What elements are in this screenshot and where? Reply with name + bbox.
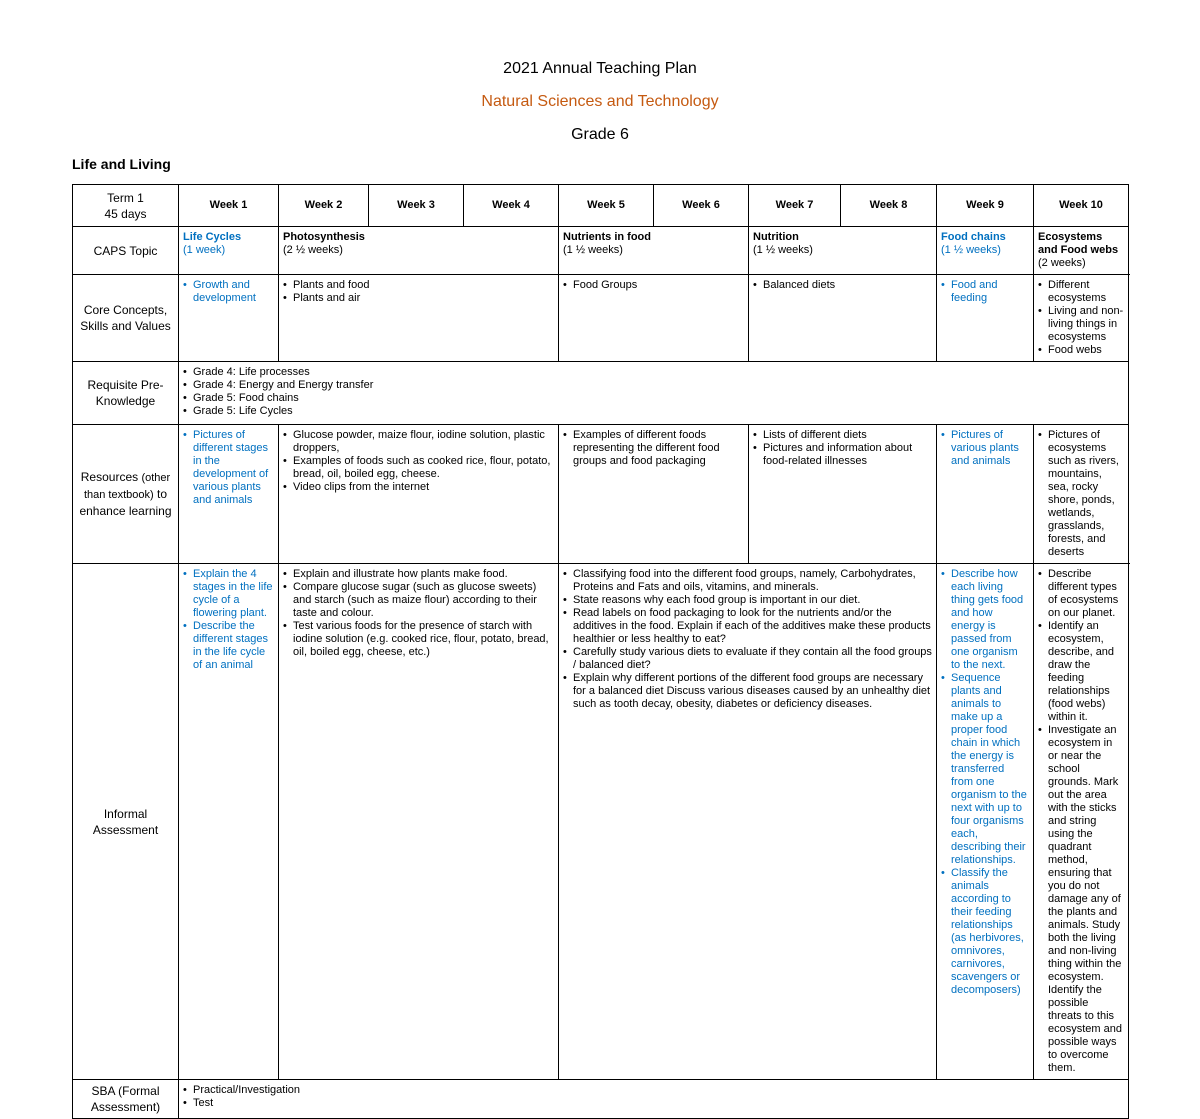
informal-cell — [179, 564, 279, 1080]
list-item: • Describe the different stages in the life cycle of an animal — [183, 620, 274, 672]
row-label-caps: CAPS Topic — [73, 227, 179, 275]
informal-cell — [559, 564, 937, 1080]
week-header: Week 4 — [464, 185, 559, 227]
list-item: • Lists of different diets — [753, 429, 932, 442]
list-item: • Pictures of various plants and animals — [941, 429, 1029, 468]
resources-cell — [279, 425, 559, 564]
resources-row — [73, 425, 1129, 564]
core-cell — [179, 275, 279, 362]
list-item: • Grade 5: Life Cycles — [183, 405, 1124, 418]
term-cell — [73, 185, 179, 227]
core-cell — [279, 275, 559, 362]
caps-duration: (1 ½ weeks) — [753, 244, 813, 256]
list-item: • Explain why different portions of the different food groups are necessary for a balanced diet Discuss various diseases caused by an unhealthy diet such as tooth decay, obesity, diabetes or deficiency diseases. — [563, 672, 932, 711]
list-item: • Investigate an ecosystem in or near the school grounds. Mark out the area with the sticks and string using the quadrant method, ensuring that you do not damage any of the plants and animals. Study both the living and non-living thing within the ecosystem. Identify the possible threats to this ecosystem and possible ways to overcome them. — [1038, 724, 1124, 1075]
week-header: Week 6 — [654, 185, 749, 227]
list-item: • Compare glucose sugar (such as glucose sweets) and starch (such as maize flour) according to their taste and colour. — [283, 581, 554, 620]
list-item: • Read labels on food packaging to look for the nutrients and/or the additives in the food. Explain if each of the additives make these products healthier or less healthy to eat? — [563, 607, 932, 646]
resources-label-end: to enhance learning — [79, 487, 172, 518]
week-header: Week 10 — [1034, 185, 1129, 227]
subject-title: Natural Sciences and Technology — [481, 93, 719, 110]
resources-cell — [559, 425, 749, 564]
caps-duration: (1 week) — [183, 244, 226, 256]
list-item: • Grade 4: Energy and Energy transfer — [183, 379, 1124, 392]
week-header: Week 5 — [559, 185, 654, 227]
list-item: • Describe different types of ecosystems on our planet. — [1038, 568, 1124, 620]
list-item: • Food and feeding — [941, 279, 1029, 305]
caps-topic: Nutrients in food — [563, 231, 651, 243]
requisite-row — [73, 362, 1129, 425]
caps-duration: (2 weeks) — [1038, 257, 1086, 269]
list-item: • Food Groups — [563, 279, 744, 292]
sba-row — [73, 1080, 1129, 1119]
resources-cell — [1034, 425, 1129, 564]
list-item: • Examples of foods such as cooked rice, flour, potato, bread, oil, boiled egg, cheese. — [283, 455, 554, 481]
week-header: Week 9 — [937, 185, 1034, 227]
caps-topic-cell — [1034, 227, 1129, 275]
list-item: • Pictures of different stages in the development of various plants and animals — [183, 429, 274, 507]
list-item: • Living and non-living things in ecosystems — [1038, 305, 1124, 344]
row-label-sba: SBA (Formal Assessment) — [73, 1080, 179, 1119]
list-item: • Plants and air — [283, 292, 554, 305]
caps-topic: Photosynthesis — [283, 231, 365, 243]
week-header-row — [73, 185, 1129, 227]
informal-cell — [937, 564, 1034, 1080]
list-item: • Carefully study various diets to evaluate if they contain all the food groups / balanced diet? — [563, 646, 932, 672]
list-item: • State reasons why each food group is important in our diet. — [563, 594, 932, 607]
list-item: • Classify the animals according to their feeding relationships (as herbivores, omnivores, carnivores, scavengers or decomposers) — [941, 867, 1029, 997]
informal-cell — [1034, 564, 1129, 1080]
list-item: • Explain and illustrate how plants make food. — [283, 568, 554, 581]
list-item: • Growth and development — [183, 279, 274, 305]
list-item: • Examples of different foods representing the different food groups and food packaging — [563, 429, 744, 468]
caps-topic: Food chains — [941, 231, 1006, 243]
caps-duration: (1 ½ weeks) — [563, 244, 623, 256]
teaching-plan-table — [72, 184, 1129, 1119]
list-item: • Food webs — [1038, 344, 1124, 357]
resources-cell — [749, 425, 937, 564]
list-item: • Glucose powder, maize flour, iodine solution, plastic droppers, — [283, 429, 554, 455]
resources-cell — [179, 425, 279, 564]
list-item: • Grade 5: Food chains — [183, 392, 1124, 405]
list-item: • Different ecosystems — [1038, 279, 1124, 305]
caps-topic: Nutrition — [753, 231, 799, 243]
core-cell — [559, 275, 749, 362]
list-item: • Video clips from the internet — [283, 481, 554, 494]
resources-cell — [937, 425, 1034, 564]
caps-duration: (2 ½ weeks) — [283, 244, 343, 256]
week-header: Week 8 — [841, 185, 937, 227]
row-label-resources — [73, 425, 179, 564]
row-label-core: Core Concepts, Skills and Values — [73, 275, 179, 362]
list-item: • Balanced diets — [753, 279, 932, 292]
week-header: Week 3 — [369, 185, 464, 227]
document-title: 2021 Annual Teaching Plan — [503, 60, 697, 77]
informal-row — [73, 564, 1129, 1080]
week-header: Week 1 — [179, 185, 279, 227]
sba-cell — [179, 1080, 1129, 1119]
list-item: • Pictures of ecosystems such as rivers, mountains, sea, rocky shore, ponds, wetlands, grasslands, forests, and deserts — [1038, 429, 1124, 559]
core-row — [73, 275, 1129, 362]
informal-cell — [279, 564, 559, 1080]
resources-label-note: (other than textbook) — [83, 472, 171, 501]
requisite-cell — [179, 362, 1129, 425]
caps-topic: Ecosystems and Food webs — [1038, 231, 1119, 256]
list-item: • Practical/Investigation — [183, 1084, 1124, 1097]
grade-title: Grade 6 — [571, 126, 629, 143]
caps-topic-cell — [749, 227, 937, 275]
core-cell — [1034, 275, 1129, 362]
caps-topic: Life Cycles — [183, 231, 242, 243]
list-item: • Identify an ecosystem, describe, and draw the feeding relationships (food webs) within it. — [1038, 620, 1124, 724]
caps-topic-cell — [937, 227, 1034, 275]
caps-topic-cell — [559, 227, 749, 275]
list-item: • Test various foods for the presence of starch with iodine solution (e.g. cooked rice, flour, potato, bread, oil, boiled egg, cheese, etc.) — [283, 620, 554, 659]
week-header: Week 7 — [749, 185, 841, 227]
caps-duration: (1 ½ weeks) — [941, 244, 1001, 256]
list-item: • Test — [183, 1097, 1124, 1110]
list-item: • Grade 4: Life processes — [183, 366, 1124, 379]
caps-topic-cell — [279, 227, 559, 275]
list-item: • Plants and food — [283, 279, 554, 292]
list-item: • Pictures and information about food-related illnesses — [753, 442, 932, 468]
week-header: Week 2 — [279, 185, 369, 227]
core-cell — [937, 275, 1034, 362]
section-heading: Life and Living — [72, 156, 171, 172]
row-label-requisite: Requisite Pre-Knowledge — [73, 362, 179, 425]
resources-label: Resources — [80, 470, 139, 484]
row-label-informal: Informal Assessment — [73, 564, 179, 1080]
caps-topic-cell — [179, 227, 279, 275]
list-item: • Explain the 4 stages in the life cycle of a flowering plant. — [183, 568, 274, 620]
list-item: • Classifying food into the different food groups, namely, Carbohydrates, Proteins and Fats and oils, vitamins, and minerals. — [563, 568, 932, 594]
term-name: Term 1 — [107, 190, 144, 205]
caps-row — [73, 227, 1129, 275]
list-item: • Sequence plants and animals to make up a proper food chain in which the energy is transferred from one organism to the next with up to four organisms each, describing their relationships. — [941, 672, 1029, 867]
term-duration: 45 days — [104, 206, 147, 221]
core-cell — [749, 275, 937, 362]
list-item: • Describe how each living thing gets food and how energy is passed from one organism to the next. — [941, 568, 1029, 672]
